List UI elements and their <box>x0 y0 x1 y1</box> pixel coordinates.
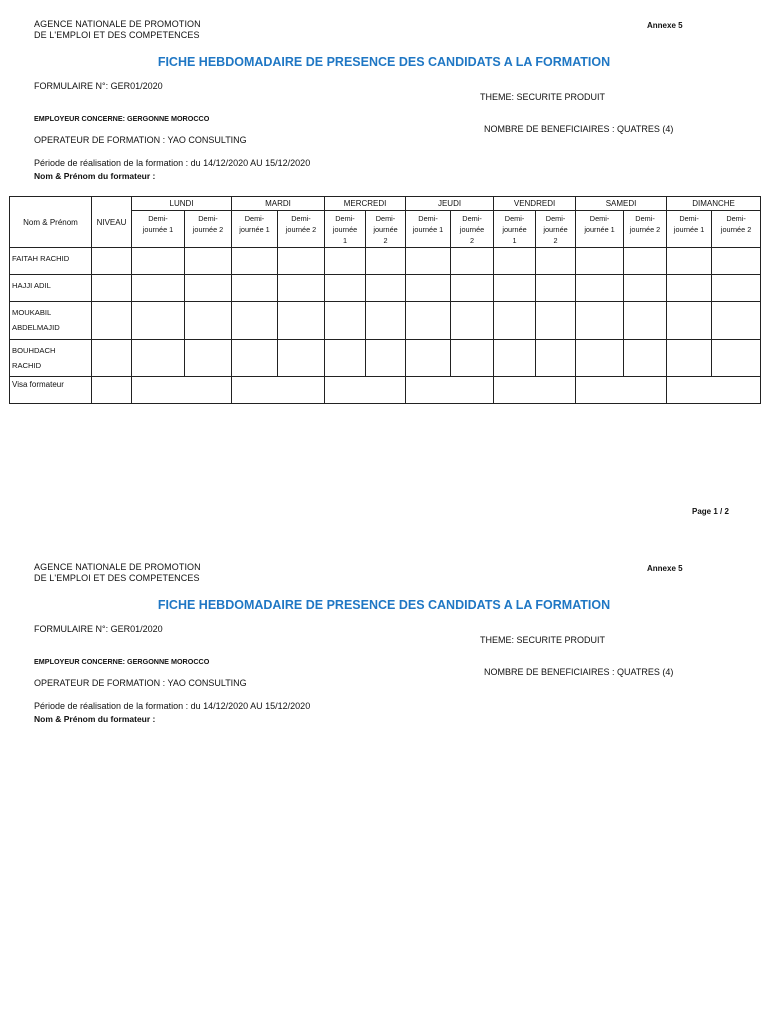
visa-cell[interactable] <box>494 377 576 404</box>
attendance-cell[interactable] <box>451 302 494 340</box>
half-day-header: Demi- journée 2 <box>536 211 576 248</box>
attendance-cell[interactable] <box>278 302 325 340</box>
attendance-cell[interactable] <box>536 302 576 340</box>
attendance-cell[interactable] <box>132 248 185 275</box>
attendance-cell[interactable] <box>278 340 325 377</box>
attendance-cell[interactable] <box>366 340 406 377</box>
attendance-cell[interactable] <box>232 302 278 340</box>
agency-line-1: AGENCE NATIONALE DE PROMOTION <box>34 19 201 29</box>
attendance-cell[interactable] <box>536 275 576 302</box>
visa-cell[interactable] <box>132 377 232 404</box>
form-title: FICHE HEBDOMADAIRE DE PRESENCE DES CANDIDATS A LA FORMATION <box>157 598 611 612</box>
formulaire-number: FORMULAIRE N°: GER01/2020 <box>34 624 163 634</box>
agency-name <box>34 562 201 584</box>
beneficiaires-label: NOMBRE DE BENEFICIAIRES : QUATRES (4) <box>484 667 674 677</box>
attendance-cell[interactable] <box>624 248 667 275</box>
day-header-vendredi: VENDREDI <box>494 197 576 211</box>
table-row <box>10 248 761 275</box>
attendance-cell[interactable] <box>494 275 536 302</box>
visa-cell[interactable] <box>92 377 132 404</box>
half-day-header: Demi- journée 2 <box>278 211 325 248</box>
attendance-cell[interactable] <box>536 248 576 275</box>
attendance-cell[interactable] <box>712 302 761 340</box>
operateur-label: OPERATEUR DE FORMATION : YAO CONSULTING <box>34 678 247 688</box>
attendance-cell[interactable] <box>576 340 624 377</box>
visa-cell[interactable] <box>325 377 406 404</box>
day-header-mercredi: MERCREDI <box>325 197 406 211</box>
attendance-cell[interactable] <box>325 340 366 377</box>
attendance-cell[interactable] <box>576 302 624 340</box>
visa-cell[interactable] <box>406 377 494 404</box>
formulaire-number: FORMULAIRE N°: GER01/2020 <box>34 81 163 91</box>
half-day-header: Demi- journée 2 <box>366 211 406 248</box>
attendance-cell[interactable] <box>325 275 366 302</box>
agency-line-2: DE L'EMPLOI ET DES COMPETENCES <box>34 30 200 40</box>
annexe-label: Annexe 5 <box>647 21 683 30</box>
attendance-cell[interactable] <box>232 275 278 302</box>
visa-cell[interactable] <box>667 377 761 404</box>
attendance-cell[interactable] <box>406 302 451 340</box>
half-day-header: Demi- journée 1 <box>132 211 185 248</box>
day-header-lundi: LUNDI <box>132 197 232 211</box>
attendance-cell[interactable] <box>325 248 366 275</box>
formateur-label: Nom & Prénom du formateur : <box>34 714 156 724</box>
attendance-cell[interactable] <box>132 275 185 302</box>
candidate-name: BOUHDACH RACHID <box>10 340 92 377</box>
attendance-cell[interactable] <box>624 275 667 302</box>
attendance-cell[interactable] <box>185 248 232 275</box>
niveau-cell[interactable] <box>92 275 132 302</box>
attendance-cell[interactable] <box>232 340 278 377</box>
attendance-cell[interactable] <box>667 275 712 302</box>
half-day-header: Demi- journée 2 <box>624 211 667 248</box>
periode-label: Période de réalisation de la formation : du 14/12/2020 AU 15/12/2020 <box>34 158 311 168</box>
attendance-cell[interactable] <box>494 340 536 377</box>
attendance-cell[interactable] <box>712 275 761 302</box>
half-day-header: Demi- journée 2 <box>712 211 761 248</box>
attendance-cell[interactable] <box>278 275 325 302</box>
attendance-cell[interactable] <box>366 248 406 275</box>
attendance-cell[interactable] <box>624 340 667 377</box>
niveau-cell[interactable] <box>92 302 132 340</box>
attendance-cell[interactable] <box>494 302 536 340</box>
theme-label: THEME: SECURITE PRODUIT <box>480 92 606 102</box>
formateur-label: Nom & Prénom du formateur : <box>34 171 156 181</box>
operateur-label: OPERATEUR DE FORMATION : YAO CONSULTING <box>34 135 247 145</box>
candidate-name: MOUKABIL ABDELMAJID <box>10 302 92 340</box>
attendance-cell[interactable] <box>406 248 451 275</box>
attendance-cell[interactable] <box>667 302 712 340</box>
attendance-table <box>9 196 761 404</box>
periode-label: Période de réalisation de la formation : du 14/12/2020 AU 15/12/2020 <box>34 701 311 711</box>
col-header-name: Nom & Prénom <box>10 197 92 248</box>
attendance-cell[interactable] <box>325 302 366 340</box>
half-day-header: Demi- journée 1 <box>576 211 624 248</box>
table-row <box>10 275 761 302</box>
half-day-header: Demi- journée 1 <box>325 211 366 248</box>
half-day-header: Demi- journée 1 <box>494 211 536 248</box>
col-header-niveau: NIVEAU <box>92 197 132 248</box>
attendance-cell[interactable] <box>406 275 451 302</box>
attendance-cell[interactable] <box>667 340 712 377</box>
niveau-cell[interactable] <box>92 340 132 377</box>
half-day-header: Demi- journée 2 <box>185 211 232 248</box>
employeur-label: EMPLOYEUR CONCERNE: GERGONNE MOROCCO <box>34 657 210 666</box>
half-day-header: Demi- journée 2 <box>451 211 494 248</box>
visa-label: Visa formateur <box>10 377 92 404</box>
attendance-cell[interactable] <box>278 248 325 275</box>
visa-cell[interactable] <box>576 377 667 404</box>
day-header-samedi: SAMEDI <box>576 197 667 211</box>
attendance-cell[interactable] <box>494 248 536 275</box>
attendance-cell[interactable] <box>366 302 406 340</box>
attendance-cell[interactable] <box>667 248 712 275</box>
visa-cell[interactable] <box>232 377 325 404</box>
niveau-cell[interactable] <box>92 248 132 275</box>
attendance-cell[interactable] <box>232 248 278 275</box>
half-day-header: Demi- journée 1 <box>667 211 712 248</box>
theme-label: THEME: SECURITE PRODUIT <box>480 635 606 645</box>
attendance-cell[interactable] <box>451 248 494 275</box>
agency-name <box>34 19 201 41</box>
attendance-cell[interactable] <box>536 340 576 377</box>
attendance-cell[interactable] <box>366 275 406 302</box>
attendance-cell[interactable] <box>132 340 185 377</box>
agency-line-2: DE L'EMPLOI ET DES COMPETENCES <box>34 573 200 583</box>
attendance-cell[interactable] <box>712 340 761 377</box>
candidate-name: FAITAH RACHID <box>10 248 92 275</box>
table-row <box>10 302 761 340</box>
half-day-header: Demi- journée 1 <box>232 211 278 248</box>
attendance-cell[interactable] <box>406 340 451 377</box>
table-row <box>10 340 761 377</box>
beneficiaires-label: NOMBRE DE BENEFICIAIRES : QUATRES (4) <box>484 124 674 134</box>
day-header-dimanche: DIMANCHE <box>667 197 761 211</box>
day-header-mardi: MARDI <box>232 197 325 211</box>
attendance-cell[interactable] <box>132 302 185 340</box>
attendance-cell[interactable] <box>185 302 232 340</box>
half-day-header: Demi- journée 1 <box>406 211 451 248</box>
attendance-cell[interactable] <box>451 340 494 377</box>
form-title: FICHE HEBDOMADAIRE DE PRESENCE DES CANDIDATS A LA FORMATION <box>157 55 611 69</box>
attendance-cell[interactable] <box>576 275 624 302</box>
visa-row <box>10 377 761 404</box>
agency-line-1: AGENCE NATIONALE DE PROMOTION <box>34 562 201 572</box>
attendance-cell[interactable] <box>185 275 232 302</box>
page-number: Page 1 / 2 <box>692 507 729 516</box>
attendance-cell[interactable] <box>712 248 761 275</box>
day-header-jeudi: JEUDI <box>406 197 494 211</box>
annexe-label: Annexe 5 <box>647 564 683 573</box>
attendance-cell[interactable] <box>624 302 667 340</box>
attendance-cell[interactable] <box>451 275 494 302</box>
attendance-cell[interactable] <box>576 248 624 275</box>
employeur-label: EMPLOYEUR CONCERNE: GERGONNE MOROCCO <box>34 114 210 123</box>
candidate-name: HAJJI ADIL <box>10 275 92 302</box>
attendance-cell[interactable] <box>185 340 232 377</box>
